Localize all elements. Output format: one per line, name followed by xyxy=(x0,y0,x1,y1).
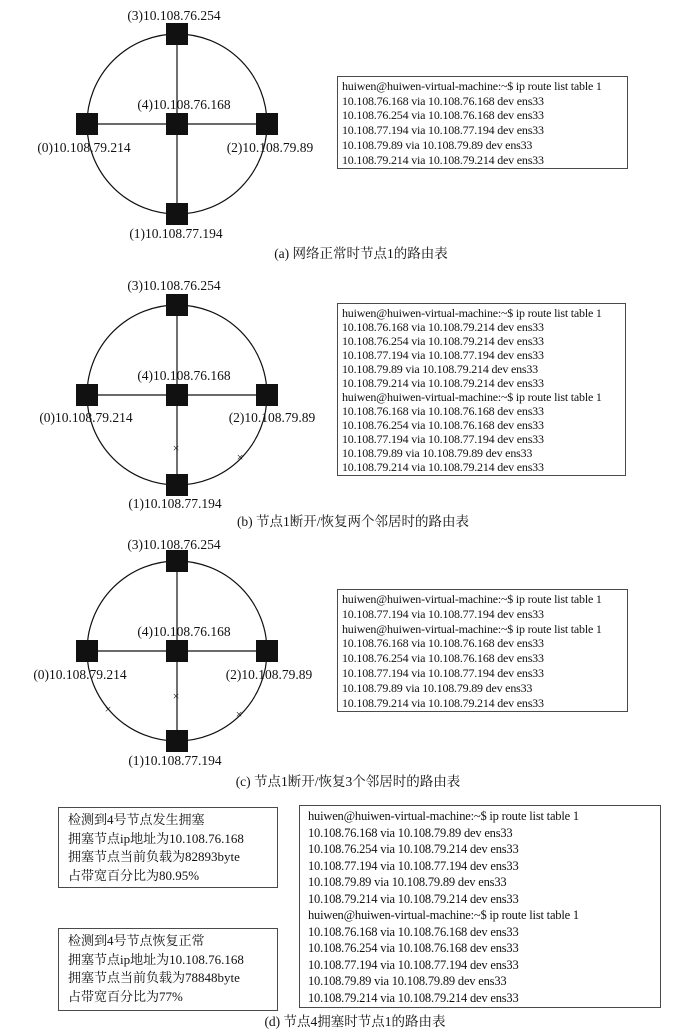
terminal-line: 10.108.79.214 via 10.108.79.214 dev ens33 xyxy=(308,990,519,1005)
terminal-line: 10.108.76.254 via 10.108.76.168 dev ens33 xyxy=(342,418,544,432)
node-label-bottom: (1)10.108.77.194 xyxy=(128,753,222,768)
terminal-box-c xyxy=(337,589,628,712)
alert-line: 占带宽百分比为77% xyxy=(68,988,183,1004)
terminal-line: 10.108.76.254 via 10.108.76.168 dev ens33 xyxy=(342,108,544,123)
node-bottom xyxy=(166,203,188,225)
break-mark-arc-left: × xyxy=(104,702,112,716)
terminal-line: 10.108.76.168 via 10.108.79.89 dev ens33 xyxy=(308,825,513,840)
terminal-box-d xyxy=(299,805,661,1008)
terminal-line: huiwen@huiwen-virtual-machine:~$ ip route list table 1 xyxy=(342,390,602,404)
terminal-line: 10.108.76.168 via 10.108.76.168 dev ens33 xyxy=(308,924,519,939)
node-label-left: (0)10.108.79.214 xyxy=(33,667,127,682)
node-center xyxy=(166,384,188,406)
caption-b: (b) 节点1断开/恢复两个邻居时的路由表 xyxy=(236,514,470,529)
terminal-line: 10.108.79.89 via 10.108.79.89 dev ens33 xyxy=(342,446,533,460)
terminal-line: 10.108.77.194 via 10.108.77.194 dev ens33 xyxy=(342,665,544,680)
terminal-line: 10.108.76.254 via 10.108.79.214 dev ens33 xyxy=(342,334,544,348)
break-mark-vertical: × xyxy=(172,441,180,455)
node-label-right: (2)10.108.79.89 xyxy=(228,410,316,425)
terminal-line: 10.108.79.214 via 10.108.79.214 dev ens33 xyxy=(342,460,544,474)
terminal-line: 10.108.77.194 via 10.108.77.194 dev ens33 xyxy=(342,606,544,621)
break-mark-arc-right: × xyxy=(236,450,244,464)
terminal-line: 10.108.79.214 via 10.108.79.214 dev ens33 xyxy=(342,695,544,710)
terminal-line: 10.108.79.89 via 10.108.79.89 dev ens33 xyxy=(342,137,533,152)
alert-line: 检测到4号节点发生拥塞 xyxy=(68,812,205,827)
terminal-box-a xyxy=(337,76,628,169)
terminal-line: huiwen@huiwen-virtual-machine:~$ ip route list table 1 xyxy=(342,79,602,93)
alert-line: 拥塞节点当前负载为78848byte xyxy=(68,970,240,985)
terminal-line: 10.108.79.89 via 10.108.79.89 dev ens33 xyxy=(308,974,507,988)
node-right xyxy=(256,640,278,662)
alert-line: 拥塞节点当前负载为82893byte xyxy=(68,849,240,864)
terminal-line: 10.108.77.194 via 10.108.77.194 dev ens33 xyxy=(342,123,544,138)
terminal-line: 10.108.79.89 via 10.108.79.89 dev ens33 xyxy=(342,680,533,695)
network-diagram-c xyxy=(0,527,345,782)
node-right xyxy=(256,113,278,135)
break-mark-arc-right: × xyxy=(235,707,243,721)
terminal-line: 10.108.76.254 via 10.108.79.214 dev ens33 xyxy=(308,842,519,856)
node-label-center: (4)10.108.76.168 xyxy=(137,97,231,112)
node-left xyxy=(76,384,98,406)
node-right xyxy=(256,384,278,406)
terminal-line: 10.108.76.168 via 10.108.76.168 dev ens33 xyxy=(342,404,544,418)
node-top xyxy=(166,23,188,45)
node-label-bottom: (1)10.108.77.194 xyxy=(129,226,223,241)
terminal-line: 10.108.76.168 via 10.108.76.168 dev ens33 xyxy=(342,636,544,651)
terminal-line: 10.108.76.254 via 10.108.76.168 dev ens33 xyxy=(308,941,519,955)
terminal-line: 10.108.77.194 via 10.108.77.194 dev ens33 xyxy=(308,858,519,873)
node-label-top: (3)10.108.76.254 xyxy=(127,278,221,293)
terminal-line: huiwen@huiwen-virtual-machine:~$ ip route list table 1 xyxy=(342,306,602,320)
node-label-left: (0)10.108.79.214 xyxy=(39,410,133,425)
caption-d: (d) 节点4拥塞时节点1的路由表 xyxy=(264,1014,446,1029)
alert-line: 占带宽百分比为80.95% xyxy=(68,867,200,883)
network-diagram-b xyxy=(0,271,345,523)
terminal-line: huiwen@huiwen-virtual-machine:~$ ip route list table 1 xyxy=(308,908,579,922)
terminal-line: huiwen@huiwen-virtual-machine:~$ ip route list table 1 xyxy=(342,621,602,636)
node-center xyxy=(166,640,188,662)
node-top xyxy=(166,550,188,572)
caption-c: (c) 节点1断开/恢复3个邻居时的路由表 xyxy=(235,774,461,789)
terminal-line: 10.108.79.89 via 10.108.79.89 dev ens33 xyxy=(308,875,507,889)
terminal-line: 10.108.77.194 via 10.108.77.194 dev ens33 xyxy=(342,432,544,446)
terminal-line: huiwen@huiwen-virtual-machine:~$ ip route list table 1 xyxy=(308,809,579,823)
node-label-left: (0)10.108.79.214 xyxy=(37,140,131,155)
terminal-line: 10.108.76.168 via 10.108.76.168 dev ens33 xyxy=(342,93,544,108)
node-center xyxy=(166,113,188,135)
node-top xyxy=(166,294,188,316)
terminal-line: 10.108.79.89 via 10.108.79.214 dev ens33 xyxy=(342,362,538,376)
node-left xyxy=(76,640,98,662)
network-diagram-a xyxy=(0,0,345,252)
terminal-line: 10.108.76.168 via 10.108.79.214 dev ens33 xyxy=(342,320,544,334)
terminal-line: 10.108.77.194 via 10.108.77.194 dev ens33 xyxy=(342,348,544,362)
alert-line: 检测到4号节点恢复正常 xyxy=(68,933,205,948)
recovery-alert-box xyxy=(58,928,278,1011)
congestion-alert-box xyxy=(58,807,278,888)
terminal-line: 10.108.79.214 via 10.108.79.214 dev ens33 xyxy=(342,152,544,167)
node-label-top: (3)10.108.76.254 xyxy=(127,537,221,552)
node-bottom xyxy=(166,730,188,752)
terminal-line: 10.108.76.254 via 10.108.76.168 dev ens33 xyxy=(342,651,544,666)
node-bottom xyxy=(166,474,188,496)
terminal-line: 10.108.79.214 via 10.108.79.214 dev ens33 xyxy=(342,376,544,390)
alert-line: 拥塞节点ip地址为10.108.76.168 xyxy=(68,951,244,967)
node-label-bottom: (1)10.108.77.194 xyxy=(128,496,222,511)
caption-a: (a) 网络正常时节点1的路由表 xyxy=(274,246,448,261)
break-mark-vertical: × xyxy=(172,689,180,703)
terminal-box-b xyxy=(337,303,626,476)
node-label-right: (2)10.108.79.89 xyxy=(226,140,314,155)
node-left xyxy=(76,113,98,135)
node-label-top: (3)10.108.76.254 xyxy=(127,8,221,23)
alert-line: 拥塞节点ip地址为10.108.76.168 xyxy=(68,830,244,846)
terminal-line: 10.108.79.214 via 10.108.79.214 dev ens33 xyxy=(308,891,519,906)
node-label-center: (4)10.108.76.168 xyxy=(137,624,231,639)
node-label-right: (2)10.108.79.89 xyxy=(225,667,313,682)
node-label-center: (4)10.108.76.168 xyxy=(137,368,231,383)
terminal-line: 10.108.77.194 via 10.108.77.194 dev ens33 xyxy=(308,957,519,972)
terminal-line: huiwen@huiwen-virtual-machine:~$ ip route list table 1 xyxy=(342,592,602,606)
